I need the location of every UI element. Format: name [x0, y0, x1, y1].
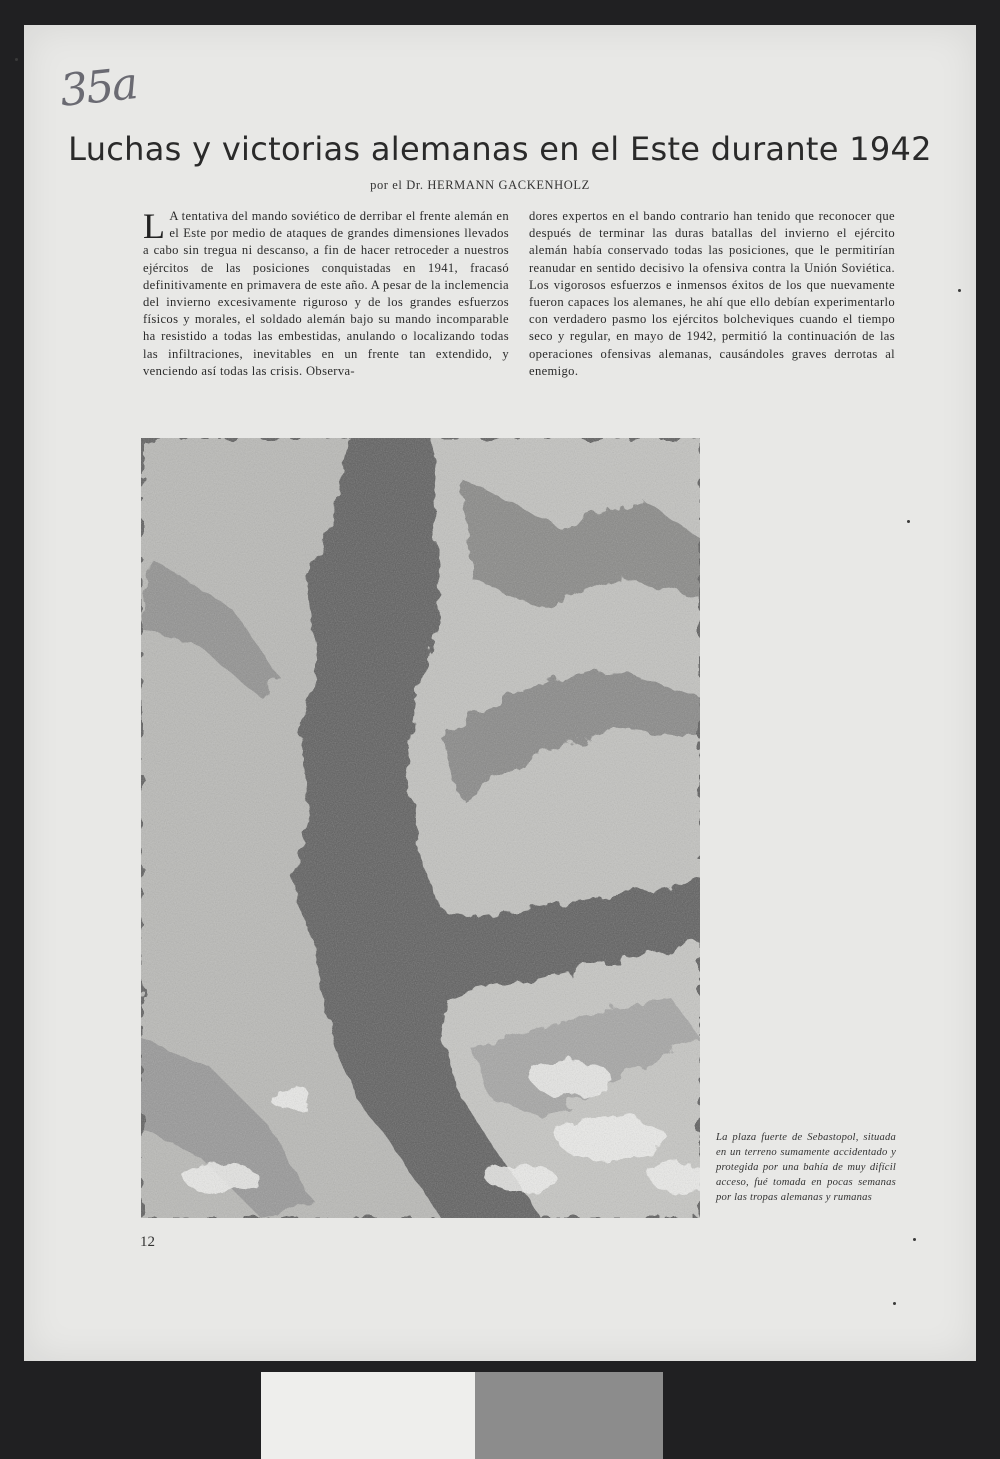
scan-speck: [893, 1302, 896, 1305]
calibration-swatch-white: [261, 1372, 475, 1459]
scan-speck: [913, 1238, 916, 1241]
article-column-right: [529, 208, 895, 380]
article-byline: por el Dr. HERMANN GACKENHOLZ: [370, 178, 590, 192]
article-title: Luchas y victorias alemanas en el Este durante 1942: [68, 130, 932, 168]
aerial-photo-graphic: [141, 438, 700, 1218]
column-left-text: A tentativa del mando soviético de derribar el frente alemán en el Este por medio de ataques de grandes dimensiones llevados a cabo sin tregua ni descanso, a fin de hacer retroceder a nuestros ejércitos de las posiciones conquistadas en 1941, fracasó definitivamente en primavera de este año. A pesar de la inclemencia del invierno excesivamente riguroso y de los grandes esfuerzos físicos y morales, el soldado alemán bajo su mando incomparable ha resistido a todas las embestidas, anulando o localizando todas las infiltraciones, inevitables en un frente tan extendido, y venciendo así todas las crisis. Observa-: [143, 209, 509, 378]
column-right-text: dores expertos en el bando contrario han tenido que reconocer que después de terminar las duras batallas del invierno el ejército alemán había conservado todas las posiciones, que le permitirían reanudar en sentido decisivo la ofensiva contra la Unión Soviética. Los vigorosos esfuerzos e inmensos éxitos de los que nuevamente fueron capaces los alemanes, he ahí que ello debían experimentarlo con verdadero pasmo los ejércitos bolcheviques cuando el tiempo seco y regular, en mayo de 1942, permitió la continuación de las operaciones ofensivas alemanas, causándoles graves derrotas al enemigo.: [529, 209, 895, 378]
photo-caption: La plaza fuerte de Sebastopol, situada en un terreno sumamente accidentado y protegida por una bahía de muy difícil acceso, fué tomada en pocas semanas por las tropas alemanas y rumanas: [716, 1132, 896, 1203]
scan-speck: [15, 58, 18, 61]
article-column-left: [143, 208, 509, 380]
scan-speck: [958, 289, 961, 292]
handwritten-note: 35a: [57, 58, 139, 117]
drop-cap: L: [143, 206, 166, 246]
calibration-swatch-gray: [475, 1372, 663, 1459]
page-number: 12: [140, 1234, 155, 1250]
aerial-photo-sebastopol: [141, 438, 700, 1218]
scan-speck: [907, 520, 910, 523]
